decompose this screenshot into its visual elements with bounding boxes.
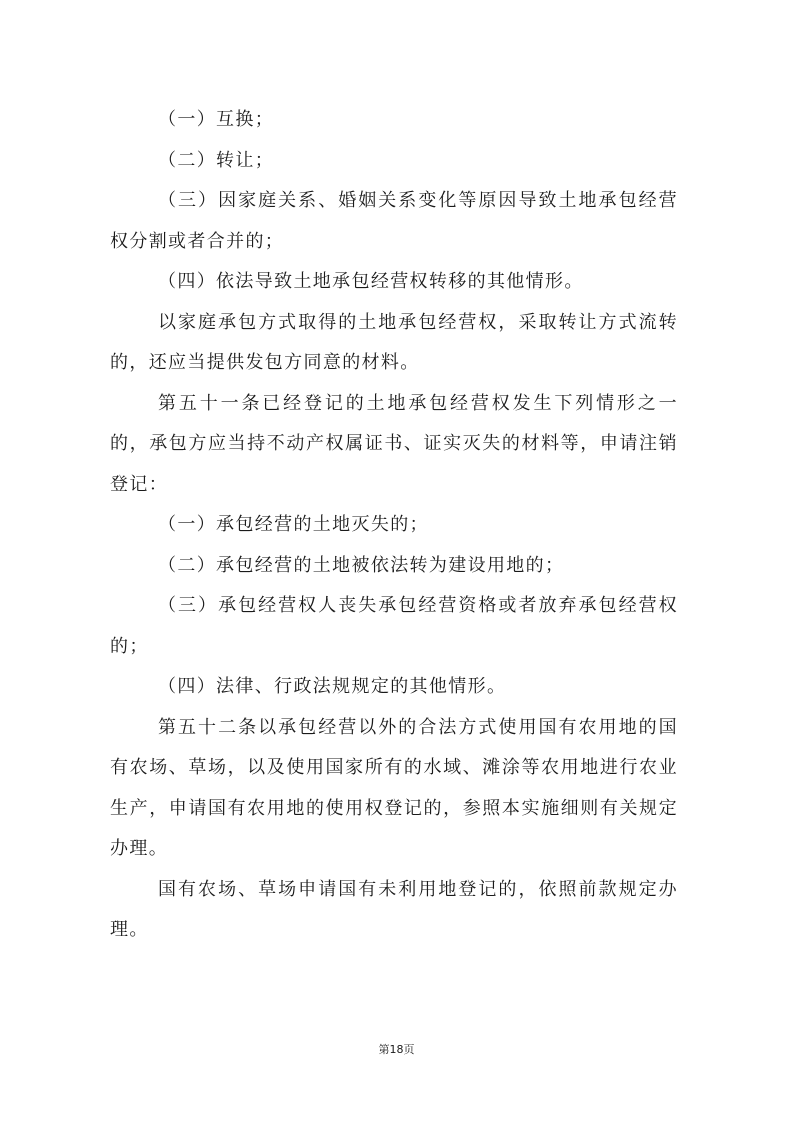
- paragraph-item-51-4: （四）法律、行政法规规定的其他情形。: [158, 676, 507, 697]
- paragraph-transfer-note: 以家庭承包方式取得的土地承包经营权，采取转让方式流转的，还应当提供发包方同意的材料。: [110, 311, 678, 373]
- paragraph-item-4: （四）依法导致土地承包经营权转移的其他情形。: [158, 271, 584, 292]
- paragraph-item-1: （一）互换；: [158, 109, 275, 130]
- page-number: 第18页: [378, 1043, 415, 1056]
- paragraph-item-51-3: （三）承包经营权人丧失承包经营资格或者放弃承包经营权的；: [110, 595, 678, 657]
- document-body: [110, 100, 678, 951]
- paragraph-item-3: （三）因家庭关系、婚姻关系变化等原因导致土地承包经营权分割或者合并的；: [110, 190, 678, 252]
- paragraph-item-51-1: （一）承包经营的土地灭失的；: [158, 514, 429, 535]
- paragraph-article-52: 第五十二条以承包经营以外的合法方式使用国有农用地的国有农场、草场，以及使用国家所有的水域、滩涂等农用地进行农业生产，申请国有农用地的使用权登记的，参照本实施细则有关规定办理。: [110, 716, 678, 859]
- paragraph-item-51-2: （二）承包经营的土地被依法转为建设用地的；: [158, 554, 565, 576]
- paragraph-article-52-note: 国有农场、草场申请国有未利用地登记的，依照前款规定办理。: [110, 878, 678, 940]
- paragraph-item-2: （二）转让；: [158, 149, 275, 171]
- paragraph-article-51: 第五十一条已经登记的土地承包经营权发生下列情形之一的，承包方应当持不动产权属证书、证实灭失的材料等，申请注销登记：: [110, 392, 678, 495]
